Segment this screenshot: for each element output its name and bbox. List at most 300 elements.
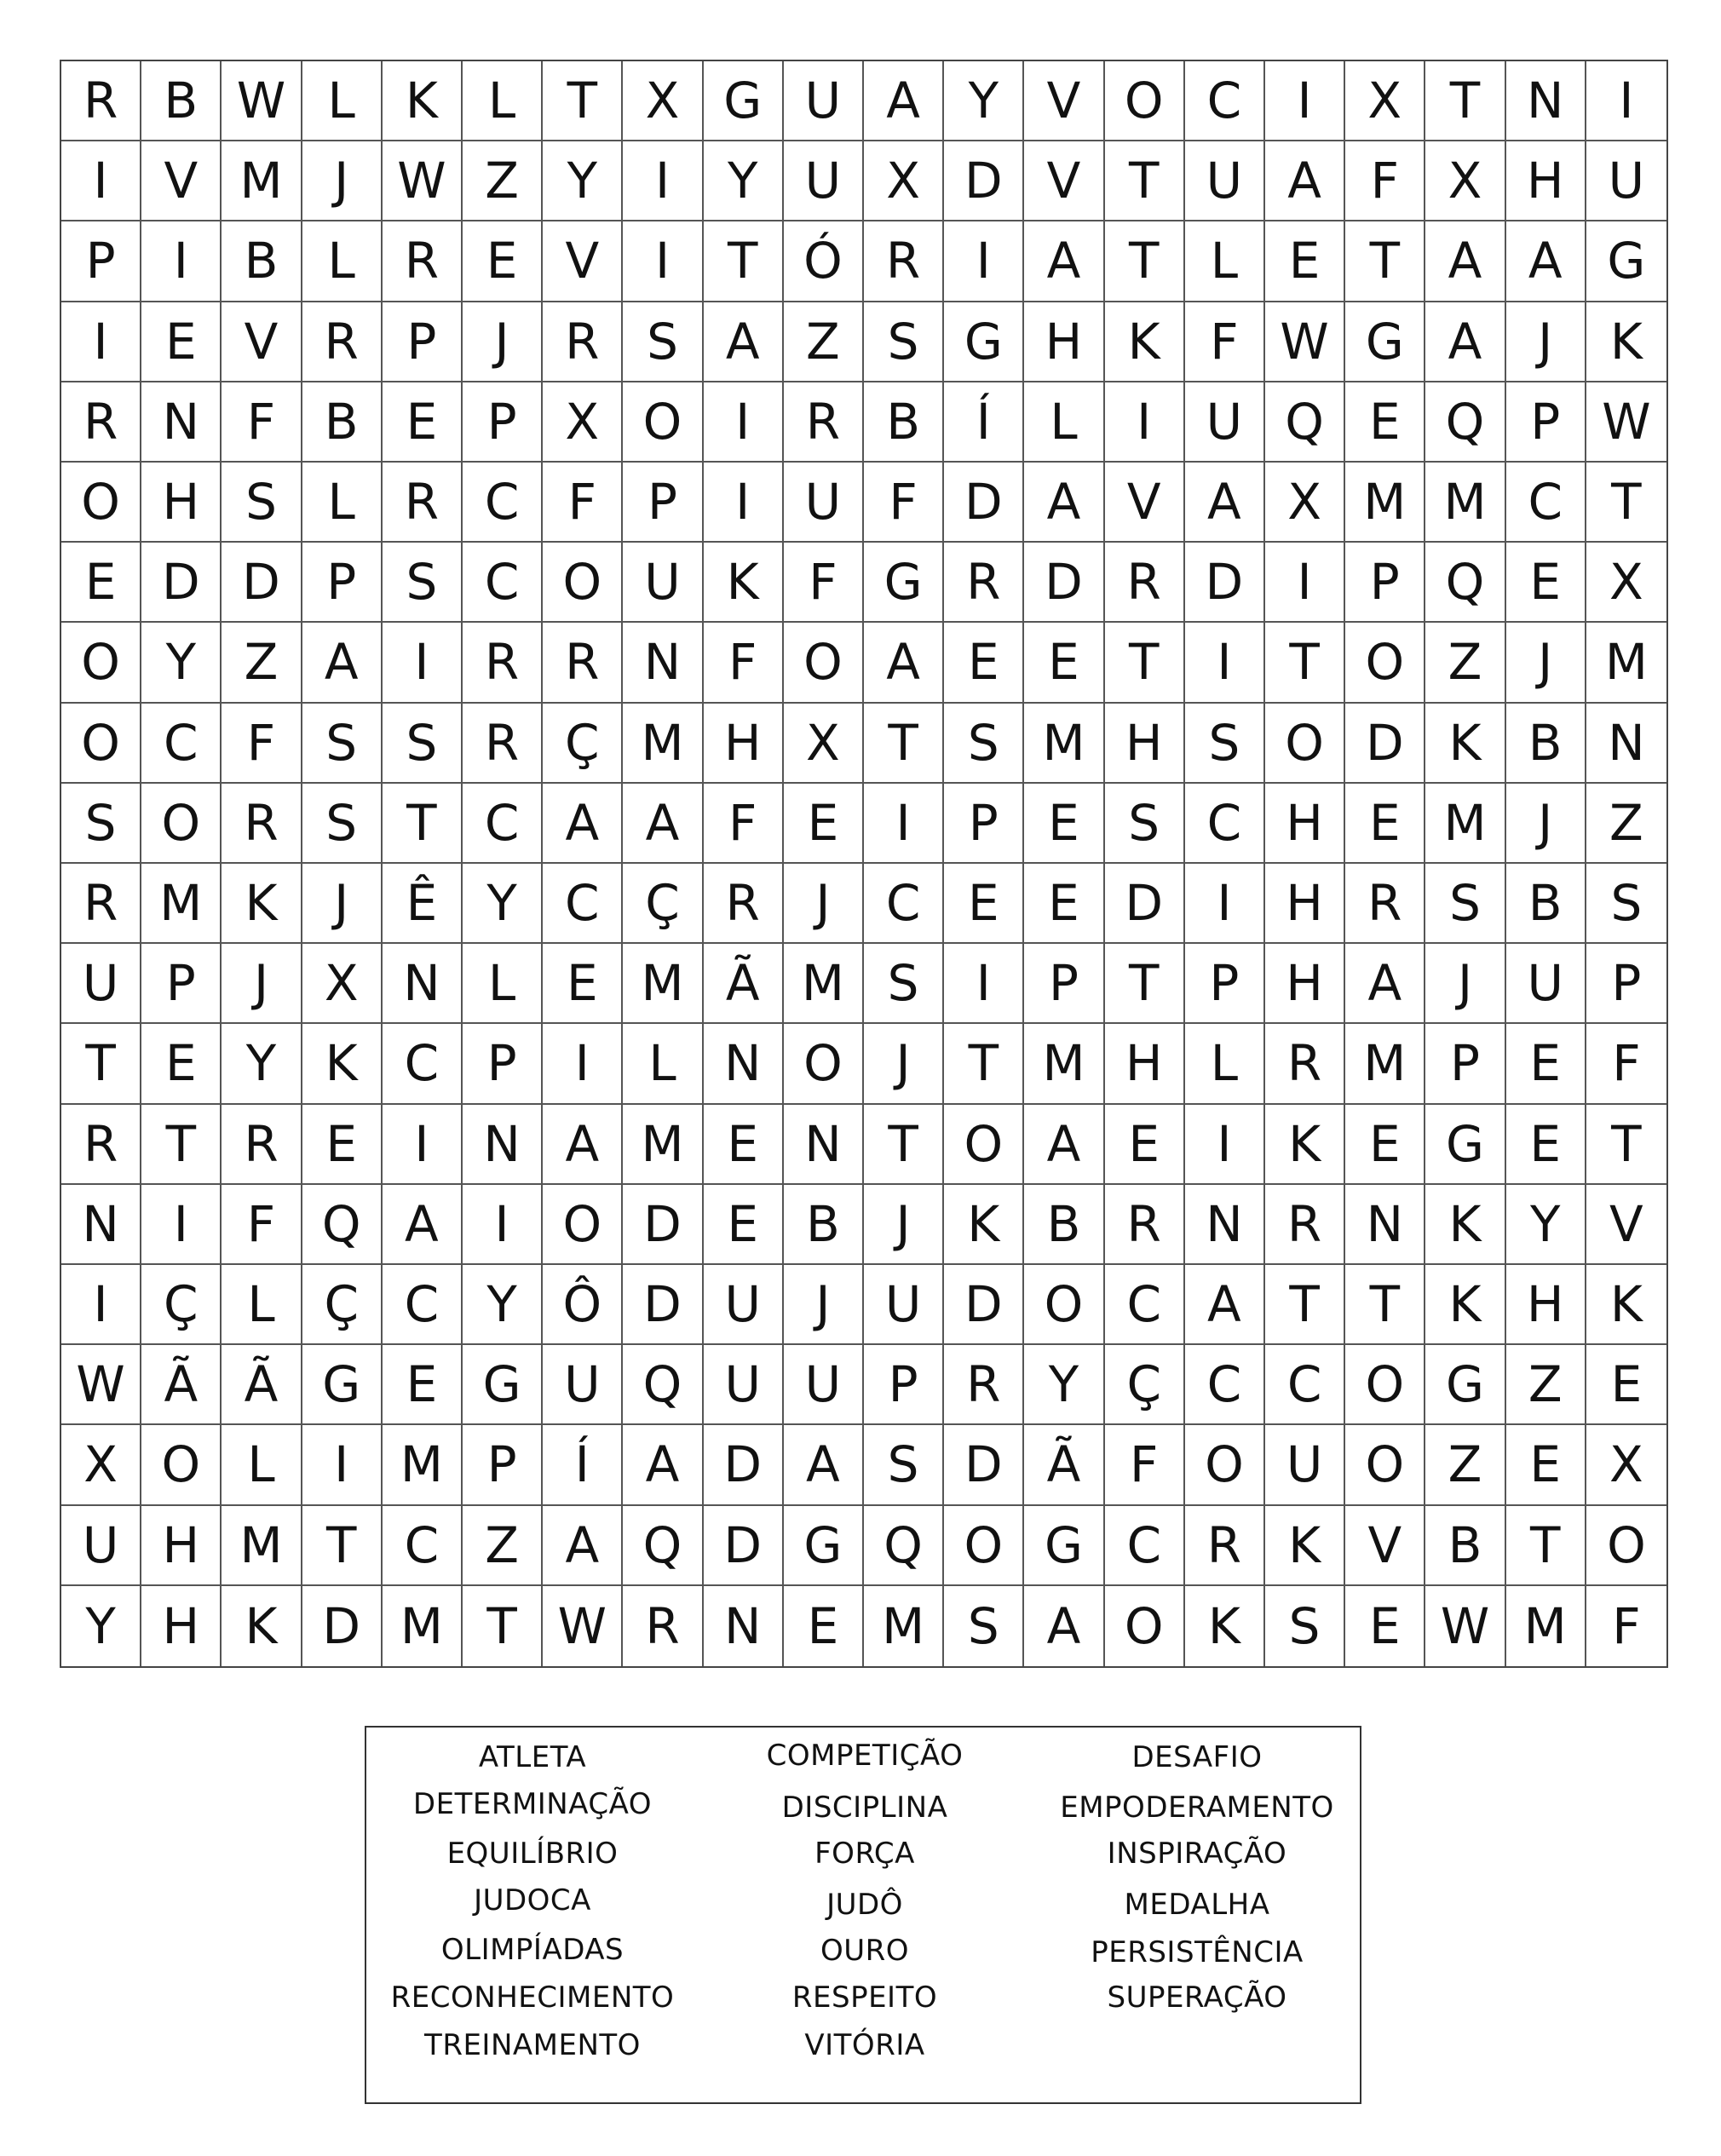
- grid-cell[interactable]: Ã: [1024, 1425, 1104, 1505]
- grid-cell[interactable]: M: [222, 1506, 302, 1586]
- grid-cell[interactable]: B: [141, 61, 222, 141]
- grid-cell[interactable]: O: [944, 1105, 1024, 1185]
- grid-cell[interactable]: N: [383, 944, 463, 1024]
- grid-cell[interactable]: F: [864, 463, 944, 543]
- grid-cell[interactable]: K: [1586, 1265, 1666, 1345]
- grid-cell[interactable]: E: [1024, 623, 1104, 703]
- grid-cell[interactable]: H: [1506, 141, 1586, 221]
- grid-cell[interactable]: E: [141, 1024, 222, 1104]
- grid-cell[interactable]: J: [864, 1185, 944, 1265]
- grid-cell[interactable]: C: [383, 1265, 463, 1345]
- grid-cell[interactable]: T: [1345, 221, 1425, 302]
- grid-cell[interactable]: B: [1506, 864, 1586, 944]
- grid-cell[interactable]: D: [1185, 543, 1265, 623]
- grid-cell[interactable]: G: [1586, 221, 1666, 302]
- grid-cell[interactable]: L: [222, 1265, 302, 1345]
- grid-cell[interactable]: E: [543, 944, 623, 1024]
- grid-cell[interactable]: U: [1185, 382, 1265, 463]
- grid-cell[interactable]: I: [141, 1185, 222, 1265]
- grid-cell[interactable]: R: [864, 221, 944, 302]
- grid-cell[interactable]: R: [61, 61, 141, 141]
- grid-cell[interactable]: N: [1506, 61, 1586, 141]
- grid-cell[interactable]: Y: [463, 864, 543, 944]
- grid-cell[interactable]: V: [1345, 1506, 1425, 1586]
- grid-cell[interactable]: K: [1265, 1506, 1345, 1586]
- grid-cell[interactable]: E: [302, 1105, 383, 1185]
- grid-cell[interactable]: C: [1506, 463, 1586, 543]
- grid-cell[interactable]: O: [1345, 1425, 1425, 1505]
- grid-cell[interactable]: V: [543, 221, 623, 302]
- grid-cell[interactable]: B: [222, 221, 302, 302]
- grid-cell[interactable]: X: [1265, 463, 1345, 543]
- grid-cell[interactable]: P: [1425, 1024, 1505, 1104]
- grid-cell[interactable]: N: [623, 623, 703, 703]
- grid-cell[interactable]: S: [302, 784, 383, 864]
- grid-cell[interactable]: P: [623, 463, 703, 543]
- grid-cell[interactable]: T: [864, 704, 944, 784]
- grid-cell[interactable]: X: [302, 944, 383, 1024]
- grid-cell[interactable]: D: [704, 1506, 784, 1586]
- grid-cell[interactable]: R: [463, 623, 543, 703]
- grid-cell[interactable]: L: [623, 1024, 703, 1104]
- grid-cell[interactable]: W: [543, 1586, 623, 1666]
- grid-cell[interactable]: N: [141, 382, 222, 463]
- grid-cell[interactable]: R: [704, 864, 784, 944]
- grid-cell[interactable]: I: [61, 141, 141, 221]
- grid-cell[interactable]: P: [1024, 944, 1104, 1024]
- grid-cell[interactable]: E: [1105, 1105, 1185, 1185]
- grid-cell[interactable]: X: [623, 61, 703, 141]
- grid-cell[interactable]: A: [1024, 1105, 1104, 1185]
- grid-cell[interactable]: O: [944, 1506, 1024, 1586]
- grid-cell[interactable]: U: [704, 1265, 784, 1345]
- grid-cell[interactable]: Z: [1425, 1425, 1505, 1505]
- grid-cell[interactable]: G: [784, 1506, 864, 1586]
- grid-cell[interactable]: C: [1105, 1265, 1185, 1345]
- grid-cell[interactable]: P: [1586, 944, 1666, 1024]
- grid-cell[interactable]: K: [222, 1586, 302, 1666]
- grid-cell[interactable]: R: [784, 382, 864, 463]
- grid-cell[interactable]: E: [1586, 1345, 1666, 1425]
- grid-cell[interactable]: Í: [944, 382, 1024, 463]
- grid-cell[interactable]: T: [543, 61, 623, 141]
- grid-cell[interactable]: M: [1425, 463, 1505, 543]
- grid-cell[interactable]: I: [864, 784, 944, 864]
- grid-cell[interactable]: P: [61, 221, 141, 302]
- grid-cell[interactable]: H: [1024, 302, 1104, 382]
- grid-cell[interactable]: E: [944, 623, 1024, 703]
- grid-cell[interactable]: I: [704, 463, 784, 543]
- grid-cell[interactable]: J: [1506, 784, 1586, 864]
- grid-cell[interactable]: Ç: [543, 704, 623, 784]
- grid-cell[interactable]: A: [383, 1185, 463, 1265]
- grid-cell[interactable]: Z: [784, 302, 864, 382]
- grid-cell[interactable]: L: [302, 463, 383, 543]
- grid-cell[interactable]: E: [1506, 543, 1586, 623]
- grid-cell[interactable]: R: [543, 302, 623, 382]
- grid-cell[interactable]: H: [141, 1506, 222, 1586]
- grid-cell[interactable]: X: [543, 382, 623, 463]
- grid-cell[interactable]: U: [1185, 141, 1265, 221]
- grid-cell[interactable]: L: [1024, 382, 1104, 463]
- grid-cell[interactable]: U: [1586, 141, 1666, 221]
- grid-cell[interactable]: L: [1185, 221, 1265, 302]
- grid-cell[interactable]: C: [864, 864, 944, 944]
- grid-cell[interactable]: R: [1265, 1024, 1345, 1104]
- grid-cell[interactable]: A: [1425, 221, 1505, 302]
- grid-cell[interactable]: F: [543, 463, 623, 543]
- grid-cell[interactable]: M: [1506, 1586, 1586, 1666]
- grid-cell[interactable]: I: [1265, 61, 1345, 141]
- grid-cell[interactable]: W: [1586, 382, 1666, 463]
- grid-cell[interactable]: Ô: [543, 1265, 623, 1345]
- grid-cell[interactable]: V: [1024, 61, 1104, 141]
- grid-cell[interactable]: E: [1345, 1105, 1425, 1185]
- grid-cell[interactable]: D: [1105, 864, 1185, 944]
- grid-cell[interactable]: J: [302, 864, 383, 944]
- grid-cell[interactable]: E: [141, 302, 222, 382]
- grid-cell[interactable]: I: [383, 623, 463, 703]
- grid-cell[interactable]: O: [623, 382, 703, 463]
- grid-cell[interactable]: S: [61, 784, 141, 864]
- grid-cell[interactable]: B: [784, 1185, 864, 1265]
- grid-cell[interactable]: Ã: [222, 1345, 302, 1425]
- grid-cell[interactable]: M: [222, 141, 302, 221]
- grid-cell[interactable]: I: [1185, 623, 1265, 703]
- grid-cell[interactable]: M: [383, 1425, 463, 1505]
- grid-cell[interactable]: R: [1185, 1506, 1265, 1586]
- grid-cell[interactable]: R: [383, 221, 463, 302]
- grid-cell[interactable]: T: [1425, 61, 1505, 141]
- grid-cell[interactable]: C: [383, 1506, 463, 1586]
- grid-cell[interactable]: S: [864, 1425, 944, 1505]
- grid-cell[interactable]: Q: [1425, 543, 1505, 623]
- grid-cell[interactable]: O: [1185, 1425, 1265, 1505]
- grid-cell[interactable]: I: [1185, 864, 1265, 944]
- grid-cell[interactable]: L: [302, 221, 383, 302]
- grid-cell[interactable]: U: [623, 543, 703, 623]
- grid-cell[interactable]: M: [1425, 784, 1505, 864]
- grid-cell[interactable]: O: [543, 1185, 623, 1265]
- grid-cell[interactable]: G: [1425, 1345, 1505, 1425]
- grid-cell[interactable]: P: [463, 382, 543, 463]
- grid-cell[interactable]: I: [543, 1024, 623, 1104]
- grid-cell[interactable]: X: [61, 1425, 141, 1505]
- grid-cell[interactable]: Z: [222, 623, 302, 703]
- grid-cell[interactable]: N: [1586, 704, 1666, 784]
- grid-cell[interactable]: M: [864, 1586, 944, 1666]
- grid-cell[interactable]: E: [1345, 382, 1425, 463]
- grid-cell[interactable]: C: [463, 784, 543, 864]
- grid-cell[interactable]: S: [1185, 704, 1265, 784]
- grid-cell[interactable]: Y: [704, 141, 784, 221]
- grid-cell[interactable]: X: [864, 141, 944, 221]
- grid-cell[interactable]: O: [1024, 1265, 1104, 1345]
- grid-cell[interactable]: T: [1506, 1506, 1586, 1586]
- grid-cell[interactable]: O: [141, 1425, 222, 1505]
- grid-cell[interactable]: E: [1506, 1425, 1586, 1505]
- grid-cell[interactable]: T: [1586, 463, 1666, 543]
- grid-cell[interactable]: I: [302, 1425, 383, 1505]
- grid-cell[interactable]: A: [543, 784, 623, 864]
- grid-cell[interactable]: M: [1024, 704, 1104, 784]
- grid-cell[interactable]: I: [944, 944, 1024, 1024]
- grid-cell[interactable]: V: [222, 302, 302, 382]
- grid-cell[interactable]: T: [1105, 141, 1185, 221]
- grid-cell[interactable]: D: [1345, 704, 1425, 784]
- grid-cell[interactable]: Z: [1425, 623, 1505, 703]
- grid-cell[interactable]: S: [864, 944, 944, 1024]
- grid-cell[interactable]: B: [1506, 704, 1586, 784]
- grid-cell[interactable]: T: [1105, 944, 1185, 1024]
- grid-cell[interactable]: I: [463, 1185, 543, 1265]
- grid-cell[interactable]: S: [944, 704, 1024, 784]
- grid-cell[interactable]: K: [1185, 1586, 1265, 1666]
- grid-cell[interactable]: E: [1265, 221, 1345, 302]
- grid-cell[interactable]: K: [1425, 1185, 1505, 1265]
- grid-cell[interactable]: G: [1345, 302, 1425, 382]
- grid-cell[interactable]: O: [1345, 1345, 1425, 1425]
- grid-cell[interactable]: I: [141, 221, 222, 302]
- grid-cell[interactable]: M: [623, 1105, 703, 1185]
- grid-cell[interactable]: C: [463, 463, 543, 543]
- grid-cell[interactable]: C: [1185, 1345, 1265, 1425]
- grid-cell[interactable]: S: [302, 704, 383, 784]
- grid-cell[interactable]: A: [784, 1425, 864, 1505]
- grid-cell[interactable]: G: [302, 1345, 383, 1425]
- grid-cell[interactable]: K: [1425, 704, 1505, 784]
- grid-cell[interactable]: W: [1425, 1586, 1505, 1666]
- grid-cell[interactable]: H: [704, 704, 784, 784]
- grid-cell[interactable]: H: [141, 1586, 222, 1666]
- grid-cell[interactable]: J: [1506, 302, 1586, 382]
- grid-cell[interactable]: F: [1345, 141, 1425, 221]
- grid-cell[interactable]: U: [784, 1345, 864, 1425]
- grid-cell[interactable]: T: [1265, 1265, 1345, 1345]
- grid-cell[interactable]: H: [1105, 1024, 1185, 1104]
- grid-cell[interactable]: R: [61, 864, 141, 944]
- grid-cell[interactable]: H: [1265, 784, 1345, 864]
- grid-cell[interactable]: X: [1345, 61, 1425, 141]
- grid-cell[interactable]: E: [463, 221, 543, 302]
- grid-cell[interactable]: W: [383, 141, 463, 221]
- grid-cell[interactable]: R: [1105, 543, 1185, 623]
- grid-cell[interactable]: F: [222, 1185, 302, 1265]
- grid-cell[interactable]: Z: [1586, 784, 1666, 864]
- grid-cell[interactable]: D: [623, 1185, 703, 1265]
- grid-cell[interactable]: P: [141, 944, 222, 1024]
- grid-cell[interactable]: Z: [463, 141, 543, 221]
- grid-cell[interactable]: B: [302, 382, 383, 463]
- grid-cell[interactable]: A: [543, 1506, 623, 1586]
- grid-cell[interactable]: J: [302, 141, 383, 221]
- grid-cell[interactable]: Y: [61, 1586, 141, 1666]
- grid-cell[interactable]: R: [623, 1586, 703, 1666]
- grid-cell[interactable]: E: [1506, 1105, 1586, 1185]
- grid-cell[interactable]: U: [784, 61, 864, 141]
- grid-cell[interactable]: M: [1586, 623, 1666, 703]
- grid-cell[interactable]: R: [1105, 1185, 1185, 1265]
- grid-cell[interactable]: R: [222, 1105, 302, 1185]
- grid-cell[interactable]: R: [463, 704, 543, 784]
- grid-cell[interactable]: N: [1185, 1185, 1265, 1265]
- grid-cell[interactable]: E: [1024, 864, 1104, 944]
- grid-cell[interactable]: D: [623, 1265, 703, 1345]
- grid-cell[interactable]: W: [1265, 302, 1345, 382]
- grid-cell[interactable]: O: [1586, 1506, 1666, 1586]
- grid-cell[interactable]: L: [1185, 1024, 1265, 1104]
- grid-cell[interactable]: I: [61, 1265, 141, 1345]
- grid-cell[interactable]: E: [383, 1345, 463, 1425]
- grid-cell[interactable]: K: [1265, 1105, 1345, 1185]
- grid-cell[interactable]: C: [383, 1024, 463, 1104]
- grid-cell[interactable]: A: [864, 61, 944, 141]
- grid-cell[interactable]: G: [864, 543, 944, 623]
- grid-cell[interactable]: Y: [463, 1265, 543, 1345]
- grid-cell[interactable]: G: [1425, 1105, 1505, 1185]
- grid-cell[interactable]: P: [463, 1024, 543, 1104]
- grid-cell[interactable]: A: [1024, 221, 1104, 302]
- grid-cell[interactable]: F: [1612, 1596, 1641, 1655]
- grid-cell[interactable]: R: [302, 302, 383, 382]
- grid-cell[interactable]: Ç: [302, 1265, 383, 1345]
- grid-cell[interactable]: D: [1024, 543, 1104, 623]
- grid-cell[interactable]: S: [1265, 1586, 1345, 1666]
- grid-cell[interactable]: G: [944, 302, 1024, 382]
- grid-cell[interactable]: K: [1105, 302, 1185, 382]
- grid-cell[interactable]: E: [1506, 1024, 1586, 1104]
- grid-cell[interactable]: E: [704, 1105, 784, 1185]
- grid-cell[interactable]: O: [61, 623, 141, 703]
- grid-cell[interactable]: Q: [864, 1506, 944, 1586]
- grid-cell[interactable]: K: [1425, 1265, 1505, 1345]
- grid-cell[interactable]: C: [141, 704, 222, 784]
- grid-cell[interactable]: R: [1265, 1185, 1345, 1265]
- grid-cell[interactable]: D: [944, 463, 1024, 543]
- grid-cell[interactable]: A: [543, 1105, 623, 1185]
- grid-cell[interactable]: D: [704, 1425, 784, 1505]
- grid-cell[interactable]: T: [141, 1105, 222, 1185]
- grid-cell[interactable]: E: [1345, 784, 1425, 864]
- grid-cell[interactable]: H: [1265, 864, 1345, 944]
- grid-cell[interactable]: H: [1105, 704, 1185, 784]
- grid-cell[interactable]: O: [1345, 623, 1425, 703]
- grid-cell[interactable]: O: [61, 704, 141, 784]
- grid-cell[interactable]: C: [1105, 1506, 1185, 1586]
- grid-cell[interactable]: M: [383, 1586, 463, 1666]
- grid-cell[interactable]: L: [222, 1425, 302, 1505]
- grid-cell[interactable]: F: [1105, 1425, 1185, 1505]
- grid-cell[interactable]: Y: [1024, 1345, 1104, 1425]
- grid-cell[interactable]: S: [222, 463, 302, 543]
- grid-cell[interactable]: Y: [222, 1024, 302, 1104]
- grid-cell[interactable]: A: [1185, 463, 1265, 543]
- grid-cell[interactable]: E: [784, 784, 864, 864]
- grid-cell[interactable]: P: [1345, 543, 1425, 623]
- grid-cell[interactable]: Q: [623, 1506, 703, 1586]
- grid-cell[interactable]: T: [1105, 221, 1185, 302]
- grid-cell[interactable]: U: [543, 1345, 623, 1425]
- grid-cell[interactable]: V: [1105, 463, 1185, 543]
- grid-cell[interactable]: I: [1265, 543, 1345, 623]
- grid-cell[interactable]: P: [463, 1425, 543, 1505]
- grid-cell[interactable]: J: [784, 1265, 864, 1345]
- grid-cell[interactable]: F: [704, 784, 784, 864]
- grid-cell[interactable]: M: [623, 944, 703, 1024]
- grid-cell[interactable]: J: [463, 302, 543, 382]
- grid-cell[interactable]: N: [784, 1105, 864, 1185]
- grid-cell[interactable]: T: [1586, 1105, 1666, 1185]
- grid-cell[interactable]: O: [1265, 704, 1345, 784]
- grid-cell[interactable]: K: [1586, 302, 1666, 382]
- grid-cell[interactable]: O: [1105, 61, 1185, 141]
- grid-cell[interactable]: D: [944, 1425, 1024, 1505]
- grid-cell[interactable]: K: [222, 864, 302, 944]
- grid-cell[interactable]: I: [623, 141, 703, 221]
- grid-cell[interactable]: D: [222, 543, 302, 623]
- grid-cell[interactable]: Q: [1425, 382, 1505, 463]
- grid-cell[interactable]: B: [864, 382, 944, 463]
- grid-cell[interactable]: G: [704, 61, 784, 141]
- grid-cell[interactable]: I: [61, 302, 141, 382]
- grid-cell[interactable]: U: [784, 141, 864, 221]
- grid-cell[interactable]: Ó: [784, 221, 864, 302]
- grid-cell[interactable]: M: [784, 944, 864, 1024]
- grid-cell[interactable]: X: [1586, 1425, 1666, 1505]
- grid-cell[interactable]: Q: [623, 1345, 703, 1425]
- grid-cell[interactable]: N: [463, 1105, 543, 1185]
- grid-cell[interactable]: F: [222, 382, 302, 463]
- grid-cell[interactable]: S: [864, 302, 944, 382]
- grid-cell[interactable]: A: [1425, 302, 1505, 382]
- grid-cell[interactable]: X: [1425, 141, 1505, 221]
- grid-cell[interactable]: W: [61, 1345, 141, 1425]
- grid-cell[interactable]: O: [61, 463, 141, 543]
- grid-cell[interactable]: Z: [463, 1506, 543, 1586]
- grid-cell[interactable]: J: [864, 1024, 944, 1104]
- grid-cell[interactable]: N: [61, 1185, 141, 1265]
- grid-cell[interactable]: U: [784, 463, 864, 543]
- grid-cell[interactable]: T: [704, 221, 784, 302]
- grid-cell[interactable]: E: [1024, 784, 1104, 864]
- grid-cell[interactable]: V: [141, 141, 222, 221]
- grid-cell[interactable]: I: [1105, 382, 1185, 463]
- grid-cell[interactable]: Z: [1506, 1345, 1586, 1425]
- grid-cell[interactable]: I: [623, 221, 703, 302]
- grid-cell[interactable]: F: [1586, 1024, 1666, 1104]
- grid-cell[interactable]: E: [784, 1586, 864, 1666]
- grid-cell[interactable]: L: [463, 61, 543, 141]
- grid-cell[interactable]: B: [1425, 1506, 1505, 1586]
- grid-cell[interactable]: I: [944, 221, 1024, 302]
- grid-cell[interactable]: U: [704, 1345, 784, 1425]
- grid-cell[interactable]: R: [383, 463, 463, 543]
- grid-cell[interactable]: O: [1105, 1586, 1185, 1666]
- grid-cell[interactable]: S: [1105, 784, 1185, 864]
- grid-cell[interactable]: L: [302, 61, 383, 141]
- grid-cell[interactable]: T: [944, 1024, 1024, 1104]
- grid-cell[interactable]: P: [302, 543, 383, 623]
- grid-cell[interactable]: D: [302, 1586, 383, 1666]
- grid-cell[interactable]: Y: [543, 141, 623, 221]
- grid-cell[interactable]: B: [1024, 1185, 1104, 1265]
- grid-cell[interactable]: O: [141, 784, 222, 864]
- grid-cell[interactable]: N: [704, 1586, 784, 1666]
- grid-cell[interactable]: S: [623, 302, 703, 382]
- grid-cell[interactable]: P: [944, 784, 1024, 864]
- grid-cell[interactable]: C: [1185, 784, 1265, 864]
- grid-cell[interactable]: X: [784, 704, 864, 784]
